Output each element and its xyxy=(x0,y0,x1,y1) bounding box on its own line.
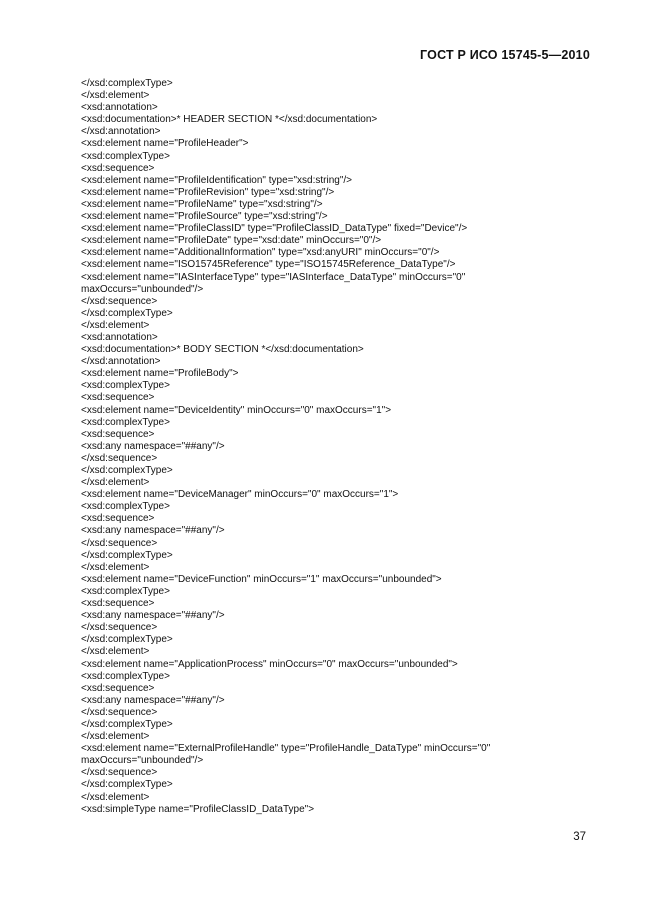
code-line: <xsd:complexType> xyxy=(81,150,170,162)
code-line: <xsd:element name="ProfileClassID" type="ProfileClassID_DataType" fixed="Device"/> xyxy=(81,223,468,235)
code-line: </xsd:element> xyxy=(81,90,150,102)
code-line: </xsd:complexType> xyxy=(81,307,173,319)
code-line: <xsd:complexType> xyxy=(81,670,170,682)
code-line: <xsd:complexType> xyxy=(81,416,170,428)
code-line: maxOccurs="unbounded"/> xyxy=(81,755,204,767)
code-line: <xsd:element name="IASInterfaceType" type="IASInterface_DataType" minOccurs="0" xyxy=(81,271,466,283)
code-line: <xsd:element name="ProfileSource" type="xsd:string"/> xyxy=(81,211,328,223)
code-line: </xsd:complexType> xyxy=(81,465,173,476)
code-line: <xsd:element name="DeviceFunction" minOccurs="1" maxOccurs="unbounded"> xyxy=(81,573,442,585)
code-line: </xsd:sequence> xyxy=(81,622,158,634)
page-number: 37 xyxy=(573,831,586,843)
code-line: </xsd:element> xyxy=(81,646,150,658)
code-line: <xsd:any namespace="##any"/> xyxy=(81,525,225,537)
code-line: <xsd:sequence> xyxy=(81,162,155,174)
code-line: <xsd:element name="ProfileIdentification" type="xsd:string"/> xyxy=(81,174,353,186)
code-line: <xsd:element name="ProfileName" type="xsd:string"/> xyxy=(81,198,323,210)
code-line: </xsd:annotation> xyxy=(81,356,161,368)
code-line: <xsd:element name="ProfileDate" type="xsd:date" minOccurs="0"/> xyxy=(81,235,382,247)
code-line: <xsd:documentation>* HEADER SECTION *</xsd:documentation> xyxy=(81,114,378,126)
code-line: <xsd:any namespace="##any"/> xyxy=(81,440,225,452)
code-line: </xsd:complexType> xyxy=(81,634,173,646)
code-line: maxOccurs="unbounded"/> xyxy=(81,283,204,295)
code-line: <xsd:complexType> xyxy=(81,380,170,392)
xsd-code-block xyxy=(81,78,601,816)
code-line: <xsd:element name="DeviceManager" minOccurs="0" maxOccurs="1"> xyxy=(81,489,399,501)
code-line: </xsd:complexType> xyxy=(81,779,173,791)
code-line: </xsd:complexType> xyxy=(81,718,173,730)
code-line: </xsd:sequence> xyxy=(81,767,158,779)
code-line: <xsd:element name="ProfileBody"> xyxy=(81,368,239,380)
code-line: </xsd:sequence> xyxy=(81,452,158,464)
code-line: </xsd:complexType> xyxy=(81,78,173,89)
code-line: </xsd:annotation> xyxy=(81,126,161,138)
code-line: <xsd:simpleType name="ProfileClassID_DataType"> xyxy=(81,803,315,815)
code-line: </xsd:complexType> xyxy=(81,549,173,561)
code-line: <xsd:element name="ExternalProfileHandle" type="ProfileHandle_DataType" minOccurs="0" xyxy=(81,743,491,755)
code-line: <xsd:sequence> xyxy=(81,392,155,404)
code-line: <xsd:sequence> xyxy=(81,598,155,610)
code-line: </xsd:element> xyxy=(81,731,150,743)
page-header-standard-number: ГОСТ Р ИСО 15745-5—2010 xyxy=(420,48,590,62)
code-line: <xsd:complexType> xyxy=(81,585,170,597)
code-line: <xsd:complexType> xyxy=(81,501,170,513)
code-line: </xsd:element> xyxy=(81,791,150,803)
code-line: </xsd:element> xyxy=(81,319,150,331)
code-line: </xsd:sequence> xyxy=(81,295,158,307)
code-line: </xsd:sequence> xyxy=(81,706,158,718)
code-line: <xsd:element name="DeviceIdentity" minOccurs="0" maxOccurs="1"> xyxy=(81,404,392,416)
code-line: <xsd:element name="ApplicationProcess" minOccurs="0" maxOccurs="unbounded"> xyxy=(81,658,458,670)
code-line: <xsd:documentation>* BODY SECTION *</xsd:documentation> xyxy=(81,344,364,356)
code-line: <xsd:any namespace="##any"/> xyxy=(81,610,225,622)
code-line: </xsd:sequence> xyxy=(81,537,158,549)
code-line: <xsd:sequence> xyxy=(81,428,155,440)
code-line: <xsd:element name="ProfileRevision" type="xsd:string"/> xyxy=(81,186,335,198)
code-line: <xsd:annotation> xyxy=(81,102,158,114)
code-line: <xsd:element name="AdditionalInformation" type="xsd:anyURI" minOccurs="0"/> xyxy=(81,247,440,259)
code-line: </xsd:element> xyxy=(81,561,150,573)
code-line: <xsd:element name="ISO15745Reference" type="ISO15745Reference_DataType"/> xyxy=(81,259,456,271)
code-line: <xsd:any namespace="##any"/> xyxy=(81,694,225,706)
code-line: <xsd:sequence> xyxy=(81,682,155,694)
code-line: <xsd:sequence> xyxy=(81,513,155,525)
code-line: </xsd:element> xyxy=(81,477,150,489)
code-line: <xsd:element name="ProfileHeader"> xyxy=(81,138,249,150)
code-line: <xsd:annotation> xyxy=(81,331,158,343)
